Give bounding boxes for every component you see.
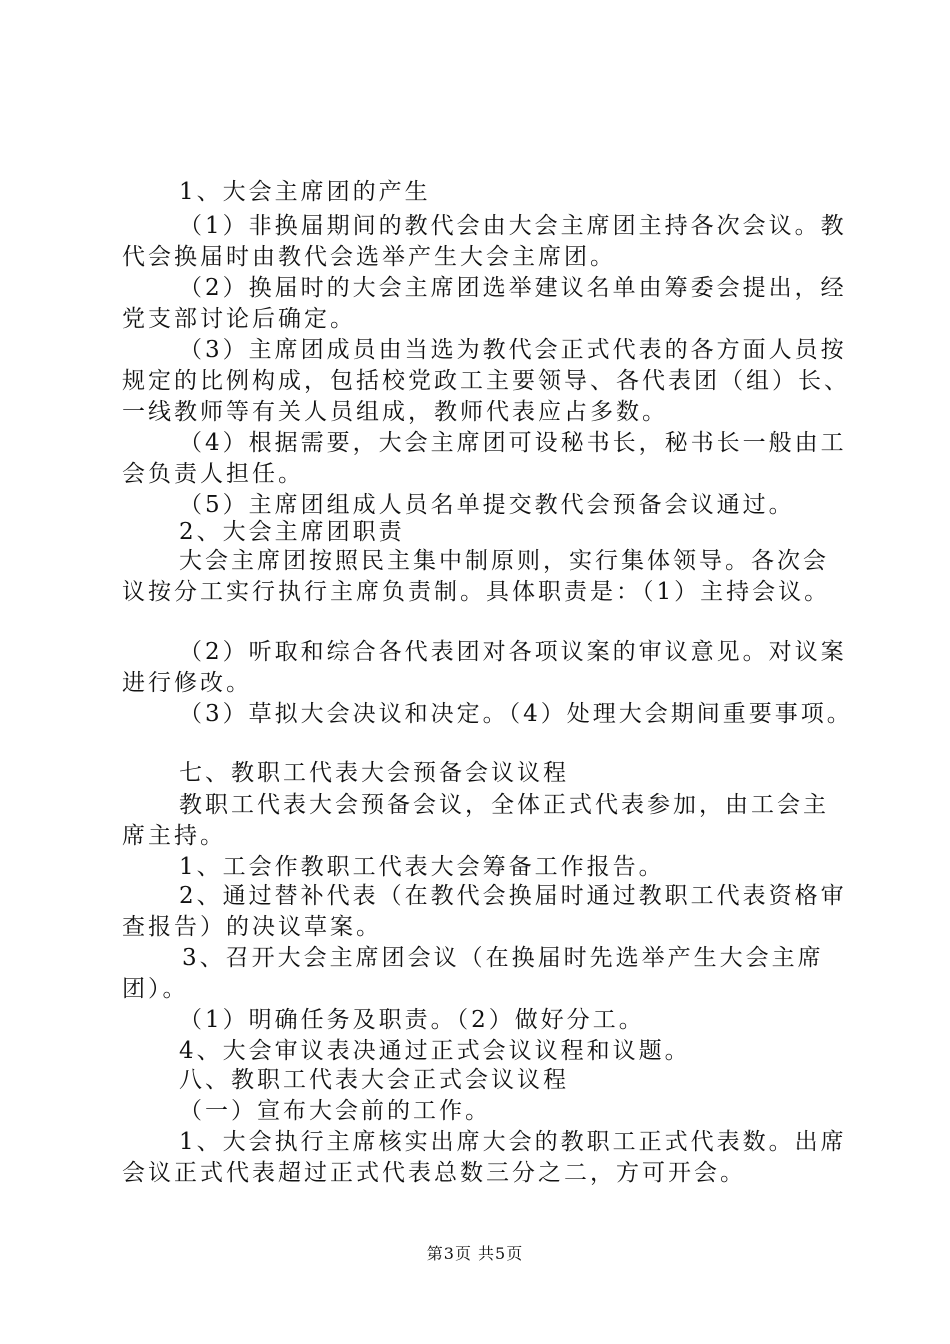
paragraph-line: （1）非换届期间的教代会由大会主席团主持各次会议。教 bbox=[179, 213, 847, 239]
paragraph-line: （一）宣布大会前的工作。 bbox=[179, 1098, 491, 1124]
paragraph-line: 1、大会执行主席核实出席大会的教职工正式代表数。出席 bbox=[179, 1129, 847, 1155]
paragraph-line: （5）主席团组成人员名单提交教代会预备会议通过。 bbox=[179, 492, 795, 518]
paragraph-line: 4、大会审议表决通过正式会议议程和议题。 bbox=[179, 1038, 691, 1064]
paragraph-line: 会议正式代表超过正式代表总数三分之二，方可开会。 bbox=[122, 1160, 746, 1186]
paragraph-line: 1、工会作教职工代表大会筹备工作报告。 bbox=[179, 854, 665, 880]
paragraph-line: （2）换届时的大会主席团选举建议名单由筹委会提出，经 bbox=[179, 275, 847, 301]
paragraph-line: 团）。 bbox=[122, 976, 189, 1002]
paragraph-line: 党支部讨论后确定。 bbox=[122, 306, 356, 332]
paragraph-line: 大会主席团按照民主集中制原则，实行集体领导。各次会 bbox=[179, 548, 829, 574]
paragraph-line: 查报告）的决议草案。 bbox=[122, 914, 382, 940]
paragraph-line: （3）主席团成员由当选为教代会正式代表的各方面人员按 bbox=[179, 337, 847, 363]
paragraph-line: 规定的比例构成，包括校党政工主要领导、各代表团（组）长、 bbox=[122, 368, 850, 394]
paragraph-line: （2）听取和综合各代表团对各项议案的审议意见。对议案 bbox=[179, 639, 847, 665]
page-footer: 第3页 共5页 bbox=[426, 1244, 524, 1263]
section-heading: 七、教职工代表大会预备会议议程 bbox=[179, 760, 569, 786]
paragraph-line: （1）明确任务及职责。（2）做好分工。 bbox=[179, 1007, 645, 1033]
paragraph-line: 会负责人担任。 bbox=[122, 461, 304, 487]
paragraph-line: 教职工代表大会预备会议，全体正式代表参加，由工会主 bbox=[179, 792, 829, 818]
paragraph-line: 2、通过替补代表（在教代会换届时通过教职工代表资格审 bbox=[179, 883, 847, 909]
paragraph-line: 一线教师等有关人员组成，教师代表应占多数。 bbox=[122, 399, 668, 425]
paragraph-line: 3、召开大会主席团会议（在换届时先选举产生大会主席 bbox=[182, 945, 824, 971]
paragraph-line: 席主持。 bbox=[122, 823, 226, 849]
section-heading: 1、大会主席团的产生 bbox=[179, 179, 431, 205]
section-heading: 2、大会主席团职责 bbox=[179, 519, 405, 545]
paragraph-line: 进行修改。 bbox=[122, 670, 252, 696]
paragraph-line: （4）根据需要，大会主席团可设秘书长，秘书长一般由工 bbox=[179, 430, 847, 456]
paragraph-line: 议按分工实行执行主席负责制。具体职责是：（1）主持会议。 bbox=[122, 579, 831, 605]
section-heading: 八、教职工代表大会正式会议议程 bbox=[179, 1067, 569, 1093]
paragraph-line: （3）草拟大会决议和决定。（4）处理大会期间重要事项。 bbox=[179, 701, 853, 727]
paragraph-line: 代会换届时由教代会选举产生大会主席团。 bbox=[122, 244, 616, 270]
